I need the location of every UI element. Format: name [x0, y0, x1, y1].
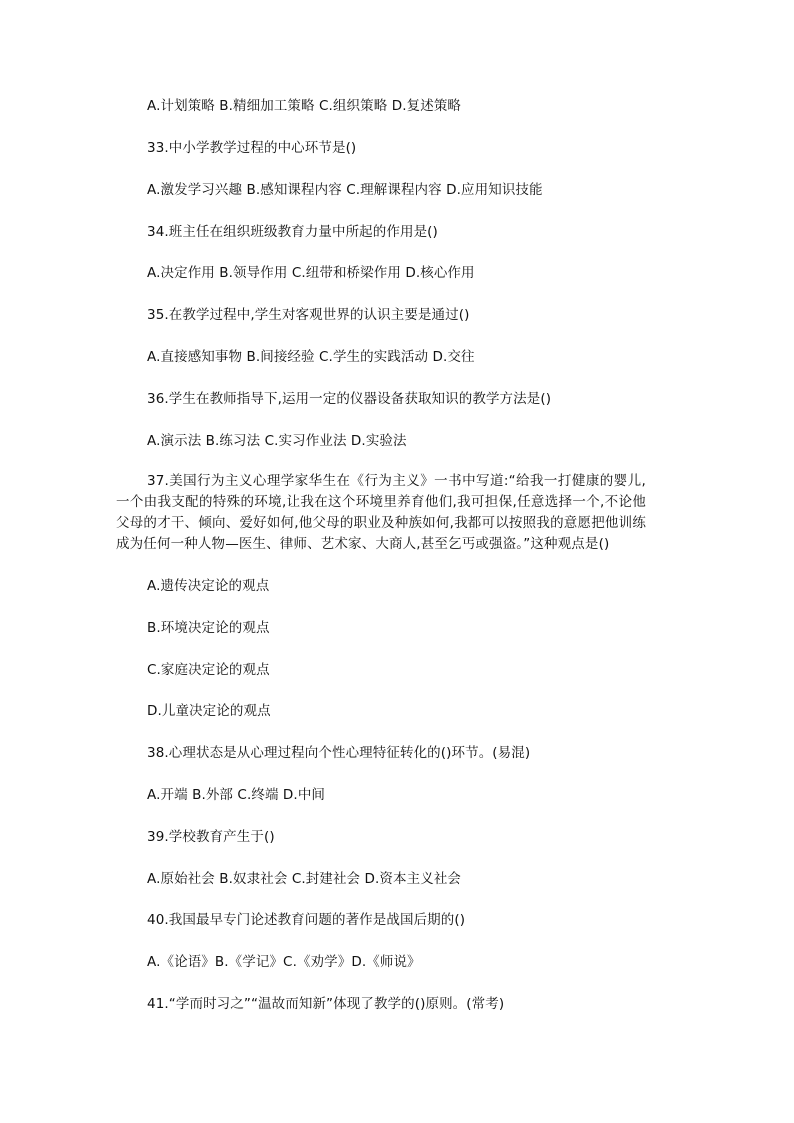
- q35-question: 35.在教学过程中,学生对客观世界的认识主要是通过(): [147, 307, 470, 323]
- q34-options: A.决定作用 B.领导作用 C.纽带和桥梁作用 D.核心作用: [147, 265, 475, 281]
- q33-question: 33.中小学教学过程的中心环节是(): [147, 140, 357, 156]
- q34-question: 34.班主任在组织班级教育力量中所起的作用是(): [147, 224, 438, 240]
- q36-options: A.演示法 B.练习法 C.实习作业法 D.实验法: [147, 433, 407, 449]
- q37-option-b: B.环境决定论的观点: [147, 620, 270, 636]
- q39-options: A.原始社会 B.奴隶社会 C.封建社会 D.资本主义社会: [147, 871, 462, 887]
- q38-options: A.开端 B.外部 C.终端 D.中间: [147, 787, 326, 803]
- q39-question: 39.学校教育产生于(): [147, 829, 275, 845]
- q36-question: 36.学生在教师指导下,运用一定的仪器设备获取知识的教学方法是(): [147, 391, 552, 407]
- q40-options: A.《论语》B.《学记》C.《劝学》D.《师说》: [147, 954, 421, 970]
- q41-question: 41.“学而时习之”“温故而知新”体现了教学的()原则。(常考): [147, 996, 505, 1012]
- q37-question: 37.美国行为主义心理学家华生在《行为主义》一书中写道:“给我一打健康的婴儿,一个由我支配的特殊的环境,让我在这个环境里养育他们,我可担保,任意选择一个,不论他父母的才干、倾向、爱好如何,他父母的职业及种族如何,我都可以按照我的意愿把他训练成为任何一种人物—医生、律师、艺术家、大商人,甚至乞丐或强盗。”这种观点是(): [116, 473, 646, 552]
- q33-options: A.激发学习兴趣 B.感知课程内容 C.理解课程内容 D.应用知识技能: [147, 182, 543, 198]
- q38-question: 38.心理状态是从心理过程向个性心理特征转化的()环节。(易混): [147, 745, 531, 761]
- q32-options: A.计划策略 B.精细加工策略 C.组织策略 D.复述策略: [147, 98, 462, 114]
- q37-option-d: D.儿童决定论的观点: [147, 703, 271, 719]
- q40-question: 40.我国最早专门论述教育问题的著作是战国后期的(): [147, 912, 466, 928]
- q37-option-a: A.遗传决定论的观点: [147, 578, 270, 594]
- q35-options: A.直接感知事物 B.间接经验 C.学生的实践活动 D.交往: [147, 349, 475, 365]
- q37-option-c: C.家庭决定论的观点: [147, 662, 270, 678]
